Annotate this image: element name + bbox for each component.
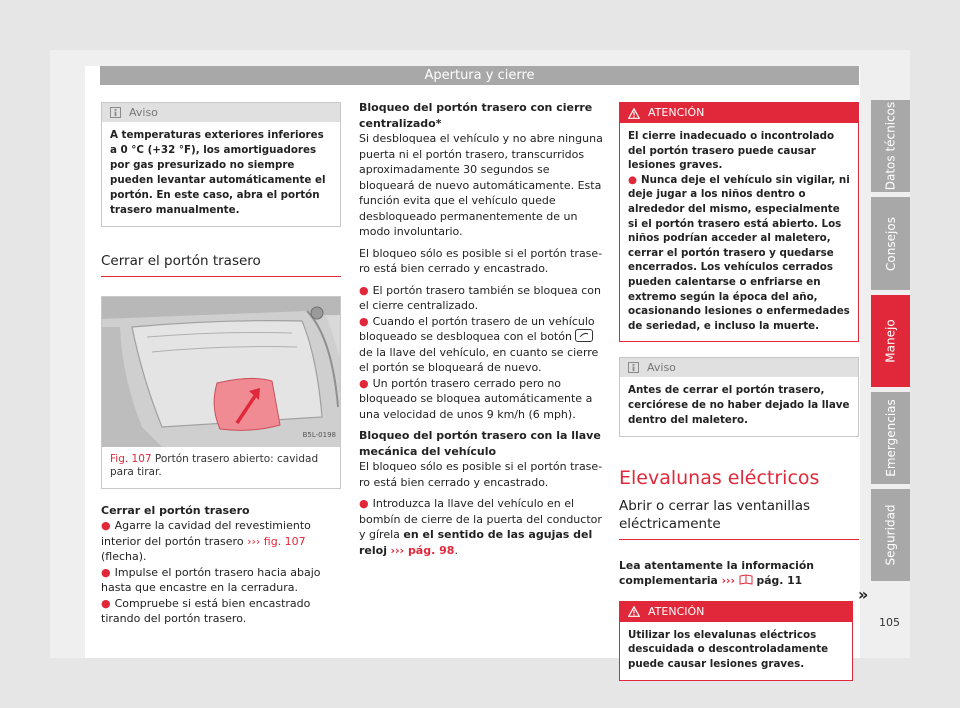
- chapter-title: Elevalunas eléctricos: [619, 467, 820, 490]
- continued-mark: »: [858, 585, 869, 604]
- warning-label: ATENCIÓN: [648, 604, 705, 618]
- list-item: ● Introduzca la llave del vehículo en el bombín de cierre de la puerta del conductor y gírela en el sentido de las agujas del reloj ››› pág. 98.: [359, 497, 602, 557]
- subsection-title: Bloqueo del portón trasero con cierre centralizado*: [359, 101, 593, 130]
- paragraph: El bloqueo sólo es posible si el portón trasero está bien cerrado y encastrado.: [359, 246, 603, 275]
- column-2: [359, 100, 603, 558]
- page-number: 105: [879, 616, 900, 629]
- warning-lead: El cierre inadecuado o incontrolado del portón trasero puede causar lesiones graves.: [628, 130, 835, 172]
- tab-manejo[interactable]: Manejo: [871, 295, 910, 387]
- tab-emergencias[interactable]: Emergencias: [871, 392, 910, 484]
- figure-caption: Fig. 107 Portón trasero abierto: cavidad para tirar.: [110, 452, 319, 478]
- note-box: [619, 357, 859, 437]
- list-item: ● Impulse el portón trasero hacia abajo hasta que encastre en la cerradura.: [101, 565, 321, 594]
- subsection-title: Bloqueo del portón trasero con la llave mecánica del vehículo: [359, 429, 601, 458]
- cross-ref-link[interactable]: ››› fig. 107: [247, 534, 306, 548]
- section-title: Cerrar el portón trasero: [101, 254, 341, 277]
- note-label: Aviso: [647, 361, 676, 375]
- note-box: [101, 102, 341, 227]
- list-item: ● Cuando el portón trasero de un vehículo bloqueado se desbloquea con el botón de la llave del vehículo, en cuanto se cierre el portón se bloqueará de nuevo.: [359, 314, 599, 374]
- figure-number: Fig. 107: [110, 452, 152, 465]
- bullet-icon: ●: [101, 565, 111, 579]
- list-item: ● Un portón trasero cerrado pero no bloqueado se bloquea automáticamente a una velocidad de unos 9 km/h (6 mph).: [359, 376, 593, 421]
- procedure-title: Cerrar el portón trasero: [101, 503, 250, 517]
- column-3: [619, 102, 859, 681]
- cross-ref-link[interactable]: ››› pág. 98: [390, 543, 455, 557]
- tailgate-illustration: [102, 297, 340, 447]
- cross-ref-link[interactable]: ›››: [722, 574, 753, 587]
- bullet-icon: ●: [628, 173, 637, 186]
- warning-box: [619, 601, 853, 681]
- paragraph: El bloqueo sólo es posible si el portón trasero está bien cerrado y encastrado.: [359, 460, 603, 489]
- bullet-icon: ●: [359, 283, 369, 297]
- tab-seguridad[interactable]: Seguridad: [871, 489, 910, 581]
- warning-triangle-icon: [628, 606, 640, 617]
- list-item: ● Agarre la cavidad del revestimiento interior del portón trasero ››› fig. 107 (flecha).: [101, 519, 311, 563]
- bullet-icon: ●: [359, 314, 369, 328]
- book-icon: [739, 574, 753, 585]
- list-item: ● El portón trasero también se bloquea con el cierre centralizado.: [359, 283, 601, 312]
- figure-code: B5L-0198: [302, 431, 336, 439]
- info-reference: Lea atentamente la información complementaria ››› pág. 11: [619, 558, 814, 587]
- column-1: [101, 102, 341, 627]
- warning-triangle-icon: [628, 108, 640, 119]
- bullet-icon: ●: [359, 376, 369, 390]
- section-title: Abrir o cerrar las ventanillas eléctricamente: [619, 497, 859, 540]
- page-header: Apertura y cierre: [100, 66, 859, 85]
- unlock-key-icon: [575, 329, 593, 342]
- tab-consejos[interactable]: Consejos: [871, 197, 910, 290]
- bullet-icon: ●: [101, 596, 111, 610]
- note-text: Antes de cerrar el portón trasero, cerciórese de no haber dejado la llave dentro del maletero.: [628, 384, 850, 427]
- list-item: ● Nunca deje el vehículo sin vigilar, ni deje jugar a los niños dentro o alrededor del mismo, especialmente si el portón trasero está abierto. Los niños podrían acceder al maletero, cerrar el portón trasero y quedarse encerrados. Los vehículos cerrados pueden calentarse o enfriarse en extremo según la época del año, ocasionando lesiones o enfermedades de seriedad, e incluso la muerte.: [628, 173, 850, 332]
- bullet-icon: ●: [359, 497, 369, 510]
- figure-image: [102, 297, 340, 447]
- figure: [101, 296, 341, 489]
- warning-box: [619, 102, 859, 342]
- paragraph: Si desbloquea el vehículo y no abre ninguna puerta ni el portón trasero, transcurridos aproximadamente 30 segundos se bloqueará de nuevo automáticamente. Esta función evita que el vehículo quede desbloqueado permanentemente de un modo involuntario.: [359, 132, 603, 238]
- info-icon: [110, 107, 121, 118]
- list-item: ● Compruebe si está bien encastrado tirando del portón trasero.: [101, 596, 311, 625]
- info-icon: [628, 362, 639, 373]
- bullet-icon: ●: [101, 519, 111, 532]
- procedure: [101, 503, 341, 627]
- warning-text: Utilizar los elevalunas eléctricos descuidada o descontroladamente puede causar lesiones graves.: [628, 628, 829, 670]
- note-text: A temperaturas exteriores inferiores a 0 °C (+32 °F), los amortiguadores por gas presurizado no siempre pueden levantar automáticamente el portón. En este caso, abra el portón trasero manualmente.: [110, 129, 326, 216]
- note-label: Aviso: [129, 106, 158, 119]
- warning-label: ATENCIÓN: [648, 106, 705, 119]
- tab-datos-tecnicos[interactable]: Datos técnicos: [871, 100, 910, 192]
